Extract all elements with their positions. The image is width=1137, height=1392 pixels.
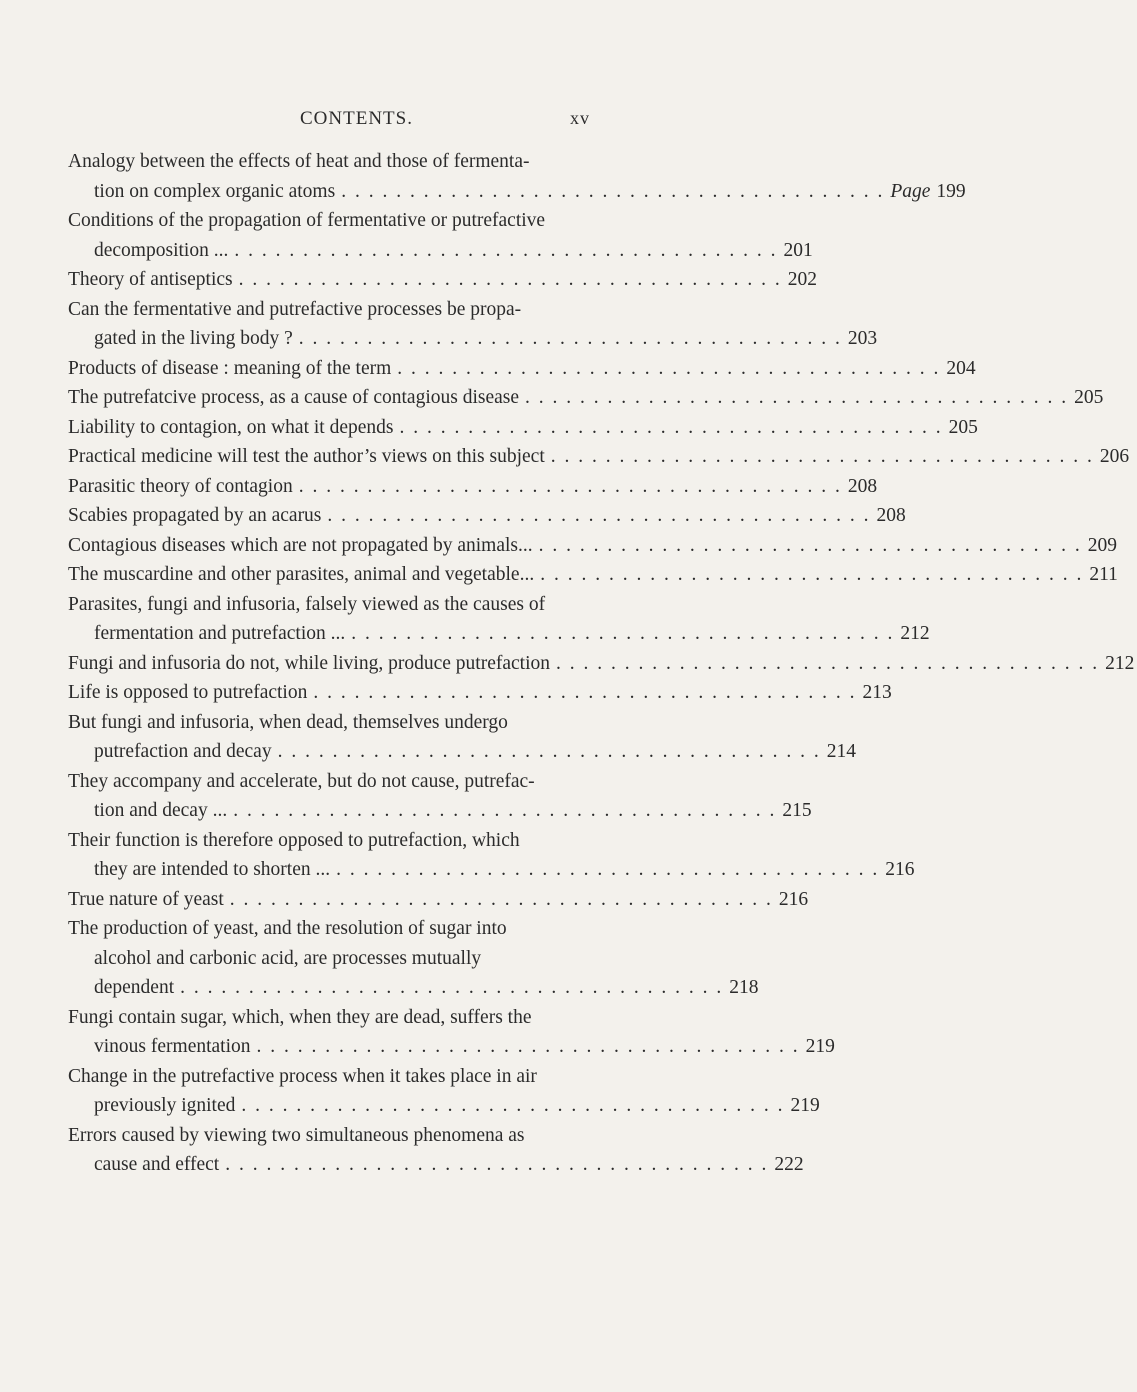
contents-entry — [68, 531, 1118, 561]
entry-text-line: True nature of yeast — [68, 888, 224, 910]
contents-entry — [68, 295, 878, 354]
contents-entry — [68, 590, 930, 649]
entry-page-number: 216 — [778, 888, 809, 910]
contents-entry — [68, 767, 812, 826]
entry-text-line: The muscardine and other parasites, animal and vegetable... — [68, 564, 535, 585]
entry-text-line: Their function is therefore opposed to putrefaction, which — [68, 829, 520, 851]
entry-text-line: Errors caused by viewing two simultaneous phenomena as — [68, 1124, 525, 1146]
contents-list — [68, 147, 1135, 1180]
entry-text-line: Conditions of the propagation of fermentative or putrefactive — [68, 210, 546, 231]
entry-text-line: Fungi and infusoria do not, while living, produce putrefaction — [68, 652, 550, 674]
entry-text-line: cause and effect — [94, 1154, 220, 1175]
dot-leader: . . . . . . . . . . . . . . . . . . . . . . . . . . . . . . . . . . . . . . . . — [241, 1095, 785, 1116]
entry-text-line: gated in the living body ? — [94, 328, 293, 349]
entry-page-number: 222 — [774, 1154, 804, 1175]
dot-leader: . . . . . . . . . . . . . . . . . . . . . . . . . . . . . . . . . . . . . . . . — [550, 446, 1094, 467]
entry-text-line: Change in the putrefactive process when it takes place in air — [68, 1065, 537, 1087]
dot-leader: . . . . . . . . . . . . . . . . . . . . . . . . . . . . . . . . . . . . . . . . — [238, 269, 782, 290]
contents-entry — [68, 885, 809, 915]
dot-leader: . . . . . . . . . . . . . . . . . . . . . . . . . . . . . . . . . . . . . . . . — [556, 652, 1100, 674]
entry-page-number: 219 — [790, 1095, 820, 1116]
entry-page-number: 218 — [729, 977, 759, 998]
contents-entry — [68, 678, 892, 708]
entry-page-number: 213 — [862, 682, 892, 703]
entry-page-number: 211 — [1089, 564, 1118, 585]
dot-leader: . . . . . . . . . . . . . . . . . . . . . . . . . . . . . . . . . . . . . . . . — [180, 977, 724, 998]
dot-leader: . . . . . . . . . . . . . . . . . . . . . . . . . . . . . . . . . . . . . . . . — [229, 888, 773, 910]
dot-leader: . . . . . . . . . . . . . . . . . . . . . . . . . . . . . . . . . . . . . . . . — [233, 800, 777, 821]
entry-page-number: 199 — [936, 180, 966, 202]
entry-text-line: They accompany and accelerate, but do not cause, putrefac- — [68, 770, 535, 792]
contents-entry — [68, 472, 878, 502]
page-number: xv — [570, 108, 590, 128]
dot-leader: . . . . . . . . . . . . . . . . . . . . . . . . . . . . . . . . . . . . . . . . — [277, 741, 821, 762]
contents-entry — [68, 206, 813, 265]
entry-text-line: Practical medicine will test the author’s views on this subject — [68, 446, 545, 467]
entry-page-number: 219 — [805, 1036, 835, 1057]
contents-entry — [68, 1121, 804, 1180]
entry-text-line: tion on complex organic atoms — [94, 180, 336, 202]
entry-text-line: alcohol and carbonic acid, are processes mutually — [94, 947, 482, 969]
entry-page-number: 215 — [782, 800, 812, 821]
entry-text-line: Contagious diseases which are not propagated by animals... — [68, 534, 533, 556]
contents-entry — [68, 1062, 820, 1121]
page-label: Page — [890, 180, 931, 202]
entry-text-line: The production of yeast, and the resolution of sugar into — [68, 918, 507, 939]
contents-entry — [68, 383, 1104, 413]
dot-leader: . . . . . . . . . . . . . . . . . . . . . . . . . . . . . . . . . . . . . . . . — [540, 564, 1084, 585]
contents-entry — [68, 442, 1130, 472]
entry-text-line: Life is opposed to putrefaction — [68, 682, 308, 703]
entry-page-number: 209 — [1087, 534, 1118, 556]
entry-page-number: 208 — [847, 475, 878, 497]
dot-leader: . . . . . . . . . . . . . . . . . . . . . . . . . . . . . . . . . . . . . . . . — [351, 623, 895, 644]
contents-entry — [68, 914, 759, 1003]
entry-text-line: Parasitic theory of contagion — [68, 475, 293, 497]
entry-page-number: 205 — [948, 416, 978, 438]
dot-leader: . . . . . . . . . . . . . . . . . . . . . . . . . . . . . . . . . . . . . . . . — [313, 682, 857, 703]
entry-page-number: 212 — [900, 623, 930, 644]
dot-leader: . . . . . . . . . . . . . . . . . . . . . . . . . . . . . . . . . . . . . . . . — [397, 357, 941, 379]
entry-text-line: Products of disease : meaning of the term — [68, 357, 392, 379]
entry-text-line: But fungi and infusoria, when dead, themselves undergo — [68, 711, 508, 733]
entry-text-line: previously ignited — [94, 1095, 236, 1116]
entry-page-number: 204 — [946, 357, 976, 379]
dot-leader: . . . . . . . . . . . . . . . . . . . . . . . . . . . . . . . . . . . . . . . . — [341, 180, 885, 202]
contents-entry — [68, 147, 966, 206]
entry-text-line: dependent — [94, 977, 175, 998]
entry-text-line: Fungi contain sugar, which, when they are dead, suffers the — [68, 1006, 532, 1028]
entry-page-number: 201 — [783, 239, 813, 261]
entry-text-line: decomposition ... — [94, 239, 229, 261]
entry-text-line: vinous fermentation — [94, 1036, 251, 1057]
contents-entry — [68, 1003, 835, 1062]
entry-text-line: Analogy between the effects of heat and those of fermenta- — [68, 151, 530, 172]
dot-leader: . . . . . . . . . . . . . . . . . . . . . . . . . . . . . . . . . . . . . . . . — [225, 1154, 769, 1175]
entry-page-number: 203 — [847, 328, 878, 349]
entry-text-line: The putrefatcive process, as a cause of contagious disease — [68, 387, 520, 408]
contents-entry — [68, 501, 906, 531]
contents-entry — [68, 413, 978, 443]
dot-leader: . . . . . . . . . . . . . . . . . . . . . . . . . . . . . . . . . . . . . . . . — [399, 416, 943, 438]
contents-entry — [68, 560, 1118, 590]
entry-text-line: tion and decay ... — [94, 800, 228, 821]
entry-page-number: 214 — [826, 741, 856, 762]
contents-entry — [68, 826, 915, 885]
dot-leader: . . . . . . . . . . . . . . . . . . . . . . . . . . . . . . . . . . . . . . . . — [234, 239, 778, 261]
entry-page-number: 216 — [885, 859, 915, 880]
contents-entry — [68, 265, 817, 295]
dot-leader: . . . . . . . . . . . . . . . . . . . . . . . . . . . . . . . . . . . . . . . . — [538, 534, 1082, 556]
entry-text-line: Can the fermentative and putrefactive processes be propa- — [68, 298, 522, 320]
entry-text-line: putrefaction and decay — [94, 741, 272, 762]
entry-text-line: Theory of antiseptics — [68, 269, 233, 290]
dot-leader: . . . . . . . . . . . . . . . . . . . . . . . . . . . . . . . . . . . . . . . . — [327, 505, 871, 526]
dot-leader: . . . . . . . . . . . . . . . . . . . . . . . . . . . . . . . . . . . . . . . . — [256, 1036, 800, 1057]
entry-page-number: 202 — [787, 269, 817, 290]
entry-text-line: they are intended to shorten ... — [94, 859, 331, 880]
dot-leader: . . . . . . . . . . . . . . . . . . . . . . . . . . . . . . . . . . . . . . . . — [298, 475, 842, 497]
entry-text-line: Scabies propagated by an acarus — [68, 505, 322, 526]
contents-entry — [68, 708, 856, 767]
dot-leader: . . . . . . . . . . . . . . . . . . . . . . . . . . . . . . . . . . . . . . . . — [336, 859, 880, 880]
dot-leader: . . . . . . . . . . . . . . . . . . . . . . . . . . . . . . . . . . . . . . . . — [525, 387, 1069, 408]
entry-page-number: 205 — [1074, 387, 1104, 408]
entry-text-line: Parasites, fungi and infusoria, falsely viewed as the causes of — [68, 593, 546, 615]
entry-page-number: 208 — [876, 505, 906, 526]
dot-leader: . . . . . . . . . . . . . . . . . . . . . . . . . . . . . . . . . . . . . . . . — [298, 328, 842, 349]
contents-entry — [68, 649, 1135, 679]
contents-entry — [68, 354, 976, 384]
entry-text-line: fermentation and putrefaction ... — [94, 623, 346, 644]
entry-page-number: 212 — [1105, 652, 1135, 674]
entry-text-line: Liability to contagion, on what it depends — [68, 416, 394, 438]
running-head: CONTENTS. — [300, 108, 413, 129]
entry-page-number: 206 — [1099, 446, 1130, 467]
